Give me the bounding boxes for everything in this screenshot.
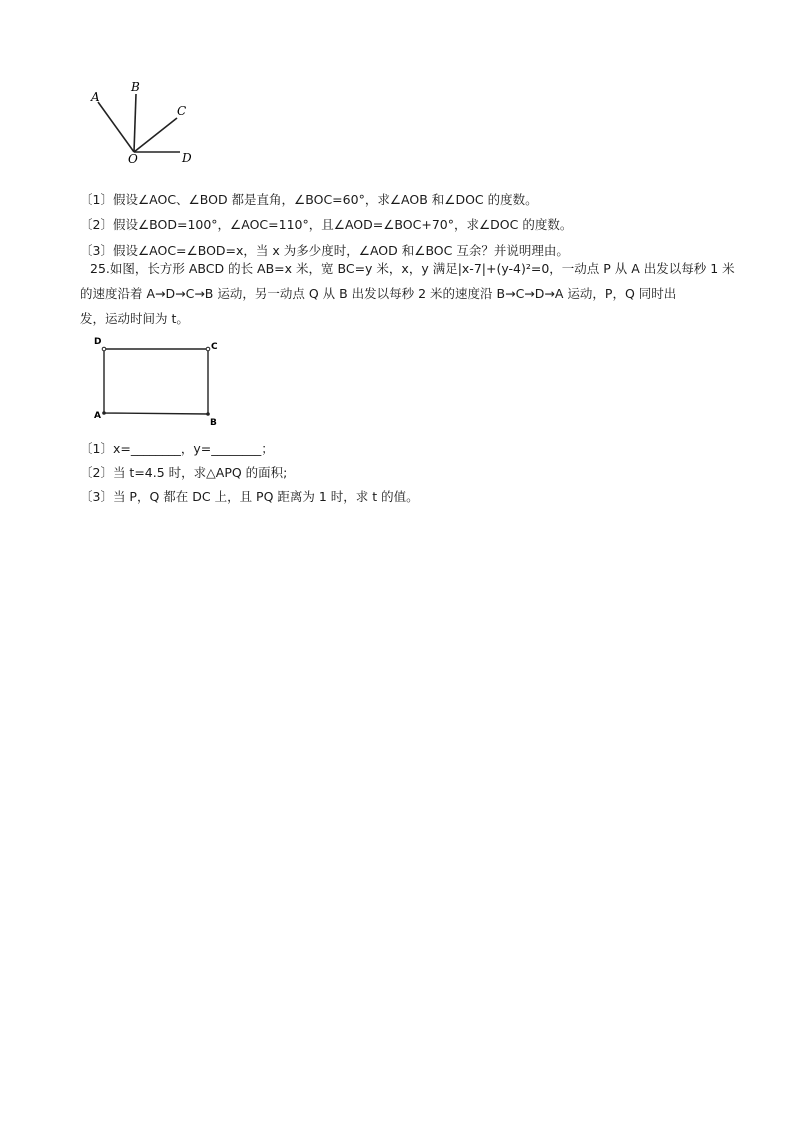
problem25-question3: 〔3〕当 P，Q 都在 DC 上，且 PQ 距离为 1 时，求 t 的值。 [80,489,419,504]
problem25-statement-line3: 发，运动时间为 t。 [80,311,189,326]
angle-figure [82,78,212,170]
problem24-question1: 〔1〕假设∠AOC、∠BOD 都是直角，∠BOC=60°，求∠AOB 和∠DOC 的度数。 [80,192,538,207]
ray-oa [98,102,134,152]
label-d: D [182,151,192,165]
label-a: A [94,411,101,421]
label-b: B [131,80,140,94]
label-d: D [94,337,102,347]
problem24-question2: 〔2〕假设∠BOD=100°，∠AOC=110°，且∠AOD=∠BOC+70°，求∠DOC 的度数。 [80,217,573,232]
label-b: B [210,418,217,428]
problem25-question2: 〔2〕当 t=4.5 时，求△APQ 的面积; [80,465,288,480]
vertex-b-dot [206,412,210,416]
ray-ob [134,94,136,152]
rectangle-figure [90,334,222,430]
ray-oc [134,118,177,152]
problem25-statement-line1: 25.如图，长方形 ABCD 的长 AB=x 米，宽 BC=y 米，x，y 满足|x-7|+(y-4)²=0，一动点 P 从 A 出发以每秒 1 米 [90,261,735,276]
label-a: A [91,90,100,104]
problem25-statement-line2: 的速度沿着 A→D→C→B 运动，另一动点 Q 从 B 出发以每秒 2 米的速度沿 B→C→D→A 运动，P，Q 同时出 [80,286,677,301]
vertex-d-dot [102,347,106,351]
label-c: C [177,104,187,118]
rectangle-abcd [104,349,208,414]
vertex-a-dot [102,411,106,415]
label-o: O [128,152,138,166]
problem25-question1: 〔1〕x=________，y=________； [80,441,274,456]
vertex-c-dot [206,347,210,351]
problem24-question3: 〔3〕假设∠AOC=∠BOD=x，当 x 为多少度时，∠AOD 和∠BOC 互余？并说明理由。 [80,243,569,258]
label-c: C [211,342,218,352]
